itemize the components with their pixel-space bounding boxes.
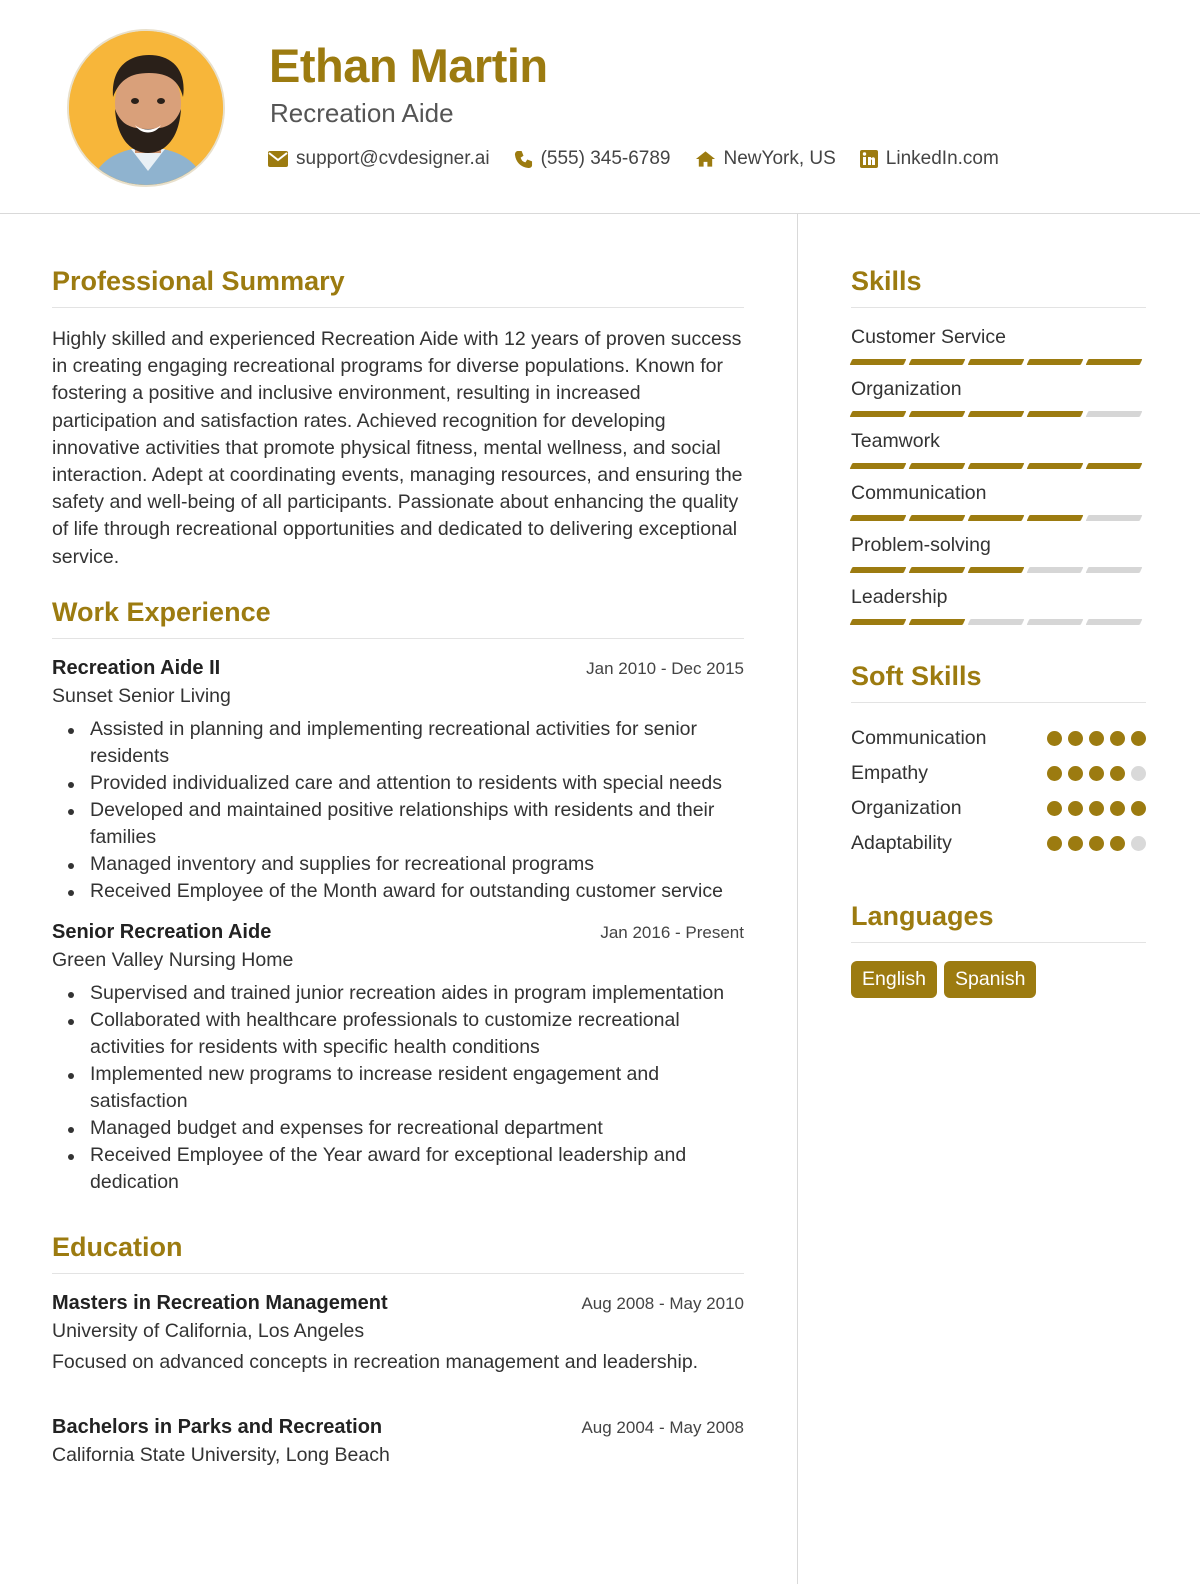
avatar-illustration xyxy=(69,31,225,187)
job-company: Sunset Senior Living xyxy=(52,684,231,707)
phone-icon xyxy=(514,150,533,169)
education-entry xyxy=(52,1292,744,1374)
skill-name: Teamwork xyxy=(851,430,940,452)
soft-skills-section xyxy=(851,661,1146,861)
skill-level-segment xyxy=(909,567,966,573)
education-dates: Aug 2004 - May 2008 xyxy=(581,1417,744,1437)
rating-dot xyxy=(1068,731,1083,746)
section-heading: Work Experience xyxy=(52,597,744,639)
list-item: Managed inventory and supplies for recreational programs xyxy=(90,851,744,878)
envelope-icon xyxy=(268,151,288,167)
education-description: Focused on advanced concepts in recreation management and leadership. xyxy=(52,1350,699,1373)
rating-dot xyxy=(1068,801,1083,816)
skill-level-segment xyxy=(968,359,1025,365)
summary-text: Highly skilled and experienced Recreation Aide with 12 years of proven success in creating engaging recreational programs for diverse populations. Known for fostering a positive and inclusive environment, resulting in increased participation and satisfaction rates. Achieved recognition for developing innovative activities that promote physical fitness, mental wellness, and social interaction. Adept at coordinating events, managing resources, and ensuring the safety and well-being of all participants. Passionate about enhancing the quality of life through recreational opportunities and dedicated to delivering exceptional service. xyxy=(52,328,743,568)
education-section xyxy=(52,1232,744,1467)
school-name: California State University, Long Beach xyxy=(52,1443,390,1466)
job-dates: Jan 2010 - Dec 2015 xyxy=(586,658,744,678)
skills-section xyxy=(851,266,1146,625)
skill-level-segment xyxy=(968,567,1025,573)
job-entry xyxy=(52,657,744,905)
rating-dot xyxy=(1089,836,1104,851)
skill-level-segment xyxy=(850,619,907,625)
section-heading: Languages xyxy=(851,901,1146,943)
section-heading: Professional Summary xyxy=(52,266,744,308)
soft-skill-item xyxy=(851,756,1146,791)
skill-level-segment xyxy=(850,359,907,365)
skill-level-segment xyxy=(909,359,966,365)
skill-level-segment xyxy=(1027,359,1084,365)
language-badge: English xyxy=(851,961,937,998)
skill-level-segment xyxy=(1027,411,1084,417)
rating-dot xyxy=(1068,836,1083,851)
skill-level-bar xyxy=(851,515,1146,521)
soft-skill-name: Organization xyxy=(851,797,962,819)
list-item: Received Employee of the Year award for exceptional leadership and dedication xyxy=(90,1142,744,1196)
list-item: Collaborated with healthcare professionals to customize recreational activities for residents with specific health conditions xyxy=(90,1007,744,1061)
list-item: Assisted in planning and implementing recreational activities for senior residents xyxy=(90,716,744,770)
degree-title: Masters in Recreation Management xyxy=(52,1291,388,1314)
education-entry xyxy=(52,1416,744,1467)
language-badge: Spanish xyxy=(944,961,1036,998)
soft-skill-item xyxy=(851,826,1146,861)
contact-phone-text: (555) 345-6789 xyxy=(540,148,671,169)
rating-dot xyxy=(1089,801,1104,816)
sidebar-column xyxy=(851,266,1146,998)
contact-linkedin[interactable] xyxy=(860,148,999,170)
contact-email-text: support@cvdesigner.ai xyxy=(296,148,490,169)
rating-dot xyxy=(1110,801,1125,816)
skill-item xyxy=(851,326,1146,365)
soft-skill-rating xyxy=(1041,836,1146,851)
linkedin-icon xyxy=(860,150,878,168)
school-name: University of California, Los Angeles xyxy=(52,1319,365,1342)
main-column xyxy=(52,266,744,1483)
rating-dot xyxy=(1110,731,1125,746)
profile-photo xyxy=(67,29,225,187)
list-item: Supervised and trained junior recreation aides in program implementation xyxy=(90,980,744,1007)
candidate-name: Ethan Martin xyxy=(269,39,548,92)
soft-skill-item xyxy=(851,721,1146,756)
education-dates: Aug 2008 - May 2010 xyxy=(581,1293,744,1313)
skill-level-segment xyxy=(850,515,907,521)
skill-name: Customer Service xyxy=(851,326,1006,348)
skill-level-segment xyxy=(850,567,907,573)
contact-location-text: NewYork, US xyxy=(723,148,836,169)
skill-level-segment xyxy=(1086,619,1143,625)
resume-header xyxy=(0,0,1200,214)
home-icon xyxy=(695,150,716,168)
rating-dot xyxy=(1047,801,1062,816)
skill-level-segment xyxy=(968,619,1025,625)
contact-email[interactable] xyxy=(268,148,490,170)
job-company: Green Valley Nursing Home xyxy=(52,948,294,971)
rating-dot xyxy=(1047,766,1062,781)
job-title: Senior Recreation Aide xyxy=(52,920,272,943)
skill-level-segment xyxy=(1027,463,1084,469)
section-heading: Soft Skills xyxy=(851,661,1146,703)
soft-skill-rating xyxy=(1041,766,1146,781)
skill-item xyxy=(851,430,1146,469)
skill-level-segment xyxy=(968,411,1025,417)
skill-item xyxy=(851,378,1146,417)
skill-level-segment xyxy=(968,515,1025,521)
skill-level-segment xyxy=(1027,515,1084,521)
summary-section xyxy=(52,266,744,571)
rating-dot xyxy=(1089,766,1104,781)
skill-level-segment xyxy=(1027,567,1084,573)
section-heading: Skills xyxy=(851,266,1146,308)
skill-name: Problem-solving xyxy=(851,534,991,556)
list-item: Provided individualized care and attention to residents with special needs xyxy=(90,770,744,797)
rating-dot xyxy=(1131,801,1146,816)
skill-name: Communication xyxy=(851,482,987,504)
skill-level-segment xyxy=(1086,411,1143,417)
rating-dot xyxy=(1110,836,1125,851)
languages-section xyxy=(851,901,1146,998)
column-divider xyxy=(797,214,798,1584)
rating-dot xyxy=(1089,731,1104,746)
section-heading: Education xyxy=(52,1232,744,1274)
skill-level-segment xyxy=(909,619,966,625)
skill-item xyxy=(851,534,1146,573)
skill-name: Organization xyxy=(851,378,962,400)
soft-skill-rating xyxy=(1041,731,1146,746)
skill-item xyxy=(851,482,1146,521)
skills-list xyxy=(851,326,1146,625)
skill-level-segment xyxy=(1086,515,1143,521)
rating-dot xyxy=(1068,766,1083,781)
contact-list xyxy=(268,148,1023,170)
skill-level-bar xyxy=(851,411,1146,417)
skill-level-bar xyxy=(851,463,1146,469)
skill-level-segment xyxy=(850,411,907,417)
contact-linkedin-text: LinkedIn.com xyxy=(885,148,999,169)
candidate-title: Recreation Aide xyxy=(270,98,454,128)
rating-dot xyxy=(1047,836,1062,851)
list-item: Implemented new programs to increase resident engagement and satisfaction xyxy=(90,1061,744,1115)
degree-title: Bachelors in Parks and Recreation xyxy=(52,1415,383,1438)
job-dates: Jan 2016 - Present xyxy=(600,922,744,942)
languages-list xyxy=(851,961,1146,998)
soft-skill-name: Communication xyxy=(851,727,987,749)
skill-level-segment xyxy=(850,463,907,469)
skill-level-bar xyxy=(851,567,1146,573)
skill-level-segment xyxy=(909,411,966,417)
list-item: Received Employee of the Month award for outstanding customer service xyxy=(90,878,744,905)
skill-level-segment xyxy=(1086,567,1143,573)
skill-item xyxy=(851,586,1146,625)
skill-level-segment xyxy=(909,463,966,469)
soft-skills-list xyxy=(851,721,1146,861)
list-item: Developed and maintained positive relationships with residents and their families xyxy=(90,797,744,851)
job-bullets xyxy=(52,980,744,1196)
soft-skill-item xyxy=(851,791,1146,826)
skill-level-segment xyxy=(1086,463,1143,469)
soft-skill-name: Adaptability xyxy=(851,832,952,854)
skill-level-segment xyxy=(968,463,1025,469)
soft-skill-rating xyxy=(1041,801,1146,816)
contact-phone[interactable] xyxy=(514,148,671,170)
job-entry xyxy=(52,921,744,1196)
experience-section xyxy=(52,597,744,1196)
rating-dot xyxy=(1131,836,1146,851)
rating-dot xyxy=(1047,731,1062,746)
job-title: Recreation Aide II xyxy=(52,656,221,679)
rating-dot xyxy=(1131,766,1146,781)
skill-level-segment xyxy=(1086,359,1143,365)
rating-dot xyxy=(1110,766,1125,781)
rating-dot xyxy=(1131,731,1146,746)
skill-level-bar xyxy=(851,619,1146,625)
contact-location xyxy=(695,148,836,170)
skill-name: Leadership xyxy=(851,586,948,608)
skill-level-segment xyxy=(909,515,966,521)
soft-skill-name: Empathy xyxy=(851,762,928,784)
skill-level-segment xyxy=(1027,619,1084,625)
job-bullets xyxy=(52,716,744,905)
list-item: Managed budget and expenses for recreational department xyxy=(90,1115,744,1142)
skill-level-bar xyxy=(851,359,1146,365)
